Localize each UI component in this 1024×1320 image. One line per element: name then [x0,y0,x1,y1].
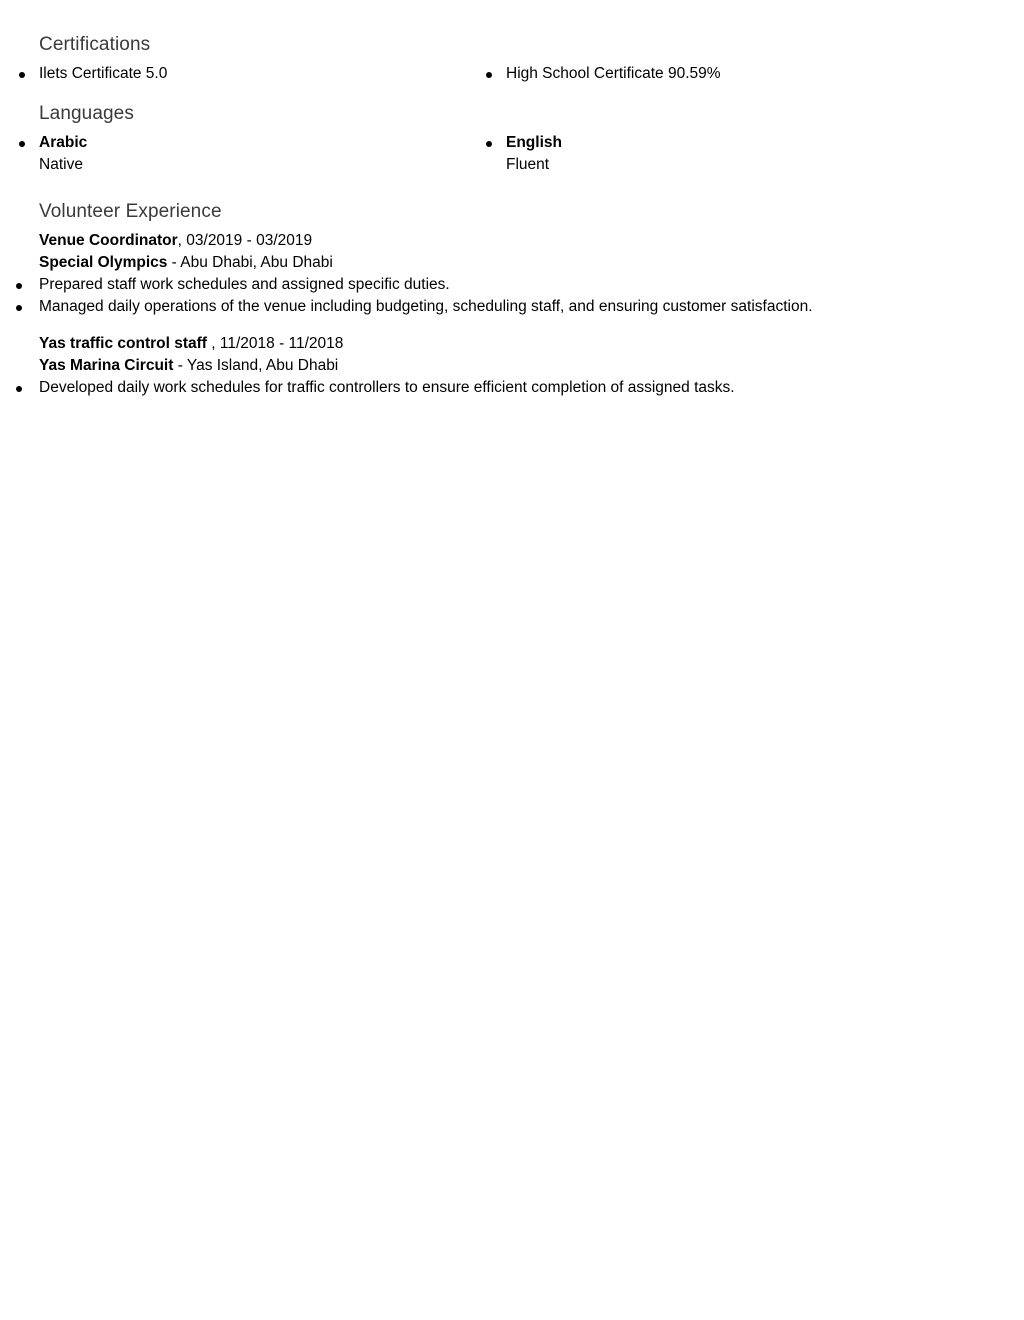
section-title-languages: Languages [39,103,134,124]
bullet-icon [19,72,25,78]
entry-location: - Abu Dhabi, Abu Dhabi [167,254,333,271]
bullet-text: Prepared staff work schedules and assigned specific duties. [39,276,450,293]
bullet-icon [486,72,492,78]
entry-heading [39,230,985,252]
bullet-icon [16,283,22,289]
entry-bullet [0,296,985,318]
language-item [39,132,87,176]
volunteer-section [39,200,985,399]
entry-role: Venue Coordinator [39,232,178,249]
entry-bullet [0,274,985,296]
section-title-volunteer: Volunteer Experience [39,201,222,222]
bullet-icon [19,141,25,147]
certification-text: Ilets Certificate 5.0 [39,65,168,82]
bullet-text: Managed daily operations of the venue including budgeting, scheduling staff, and ensuring customer satisfaction. [39,297,813,315]
bullet-icon [16,386,22,392]
bullet-icon [16,305,22,311]
entry-org: Yas Marina Circuit [39,357,174,374]
volunteer-entry [39,230,985,317]
entry-heading [39,333,985,355]
entry-bullets [0,274,985,317]
bullet-text: Developed daily work schedules for traffic controllers to ensure efficient completion of assigned tasks. [39,379,735,396]
volunteer-entry [39,333,985,399]
entry-org-line [39,355,985,377]
certifications-section [39,33,985,85]
entry-org-line [39,252,985,274]
language-name: English [506,134,562,151]
entry-bullets [0,377,985,399]
entry-bullet [0,377,985,399]
bullet-icon [486,141,492,147]
language-item [506,132,562,176]
entry-role: Yas traffic control staff [39,335,207,352]
certification-item [506,63,721,85]
entry-location: - Yas Island, Abu Dhabi [173,357,339,374]
language-level: Fluent [506,156,550,173]
entry-dates: , 11/2018 - 11/2018 [206,335,344,352]
entry-org: Special Olympics [39,254,168,271]
section-title-certifications: Certifications [39,34,151,55]
language-name: Arabic [39,134,88,151]
language-level: Native [39,156,83,173]
certification-item [39,63,167,85]
certification-text: High School Certificate 90.59% [506,65,721,82]
entry-dates: , 03/2019 - 03/2019 [177,232,313,249]
languages-list [0,132,985,176]
certifications-list [0,63,985,85]
languages-section [39,102,985,176]
